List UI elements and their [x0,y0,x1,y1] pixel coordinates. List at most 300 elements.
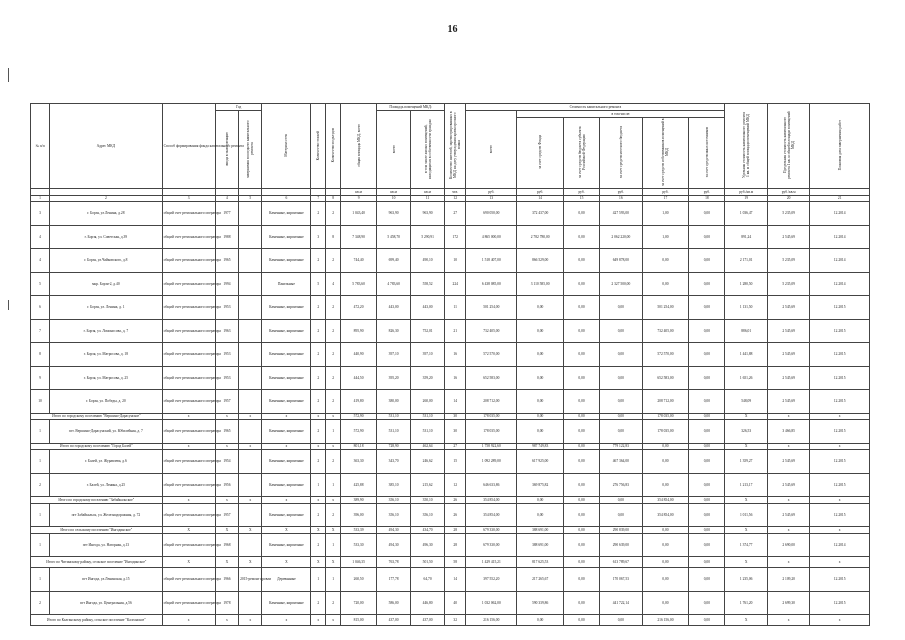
cell-floors: 1 [311,568,326,592]
cell-oth: 0,00 [689,443,725,450]
cell-entr: 4 [326,272,341,296]
cell-total: 679 330,00 [466,533,517,557]
cell-oth: 0,00 [689,366,725,390]
cell-own: 0,00 [642,557,689,568]
cell-prem: 395,20 [377,366,411,390]
cell-date: 12.2015 [810,420,870,444]
cell-method: общий счет регионального оператора [162,503,215,527]
cell-area: 444,50 [341,366,377,390]
header-cost: Стоимость капитального ремонта [466,104,725,111]
cell-material: x [262,443,311,450]
cell-year: 1966 [215,568,238,592]
cell-loc: 613 789,67 [600,557,642,568]
cell-oth: 0,00 [689,413,725,420]
cell-fund: 388 691,00 [517,533,564,557]
row-number: 1 [31,533,50,557]
cell-owned: 437,00 [411,615,445,626]
unit-cell: чел. [445,189,466,196]
unit-cell: руб. [564,189,600,196]
cell-prem: 531,10 [377,413,411,420]
cell-loc: 290 639,00 [600,533,642,557]
table-row [31,249,870,273]
cell-reg: 0,00 [564,533,600,557]
header-no: № п/п [31,104,50,189]
cell-res: 32 [445,615,466,626]
cell-owned: 397,10 [411,343,445,367]
unit-cell: руб. [466,189,517,196]
cell-unit: 1 651,26 [725,366,767,390]
table-row [31,366,870,390]
cell-year: x [215,497,238,504]
table-row [31,272,870,296]
table-row [31,591,870,615]
cell-repair [239,450,262,474]
cell-res: 40 [445,591,466,615]
cell-date: 12.2015 [810,296,870,320]
cell-prem: 385,10 [377,473,411,497]
column-number: 6 [262,195,311,202]
cell-method: общий счет регионального оператора [162,202,215,226]
cell-method: общий счет регионального оператора [162,420,215,444]
cell-floors: 5 [311,272,326,296]
row-address: г. Борзя, ул. Ломоносова, д. 7 [50,319,163,343]
cell-unit: 1 131,50 [725,296,767,320]
cell-method: общий счет регионального оператора [162,591,215,615]
header-residents: Количество жителей, зарегистрированных в МКД на дату утверждения краткосрочного плана [445,104,466,189]
cell-owned: 446,80 [411,591,445,615]
cell-area: 1 046,35 [341,557,377,568]
subtotal-label: Итого по городскому поселению "Забайкальское" [31,497,163,504]
cell-floors: 2 [311,390,326,414]
cell-year: 1957 [215,503,238,527]
cell-area: 572,90 [341,413,377,420]
header-wall-material: Материал стен [262,104,311,189]
header-cost-regional: за счет средств бюджета субъекта Российской Федерации [564,118,600,189]
header-year-last-repair: завершения последнего капитального ремонта [239,111,262,189]
cell-date: 12.2015 [810,390,870,414]
cell-floors: 2 [311,366,326,390]
cell-area: 572,90 [341,420,377,444]
cell-unit: 1 441,88 [725,343,767,367]
cell-fund: 3 110 585,00 [517,272,564,296]
cell-own: 0,00 [642,568,689,592]
cell-owned: 490,10 [411,249,445,273]
cell-max: x [767,443,809,450]
cell-loc: 0,00 [600,420,642,444]
column-number: 9 [341,195,377,202]
cell-fund: 817 625,53 [517,557,564,568]
table-row [31,473,870,497]
cell-res: 28 [445,527,466,534]
cell-repair [239,249,262,273]
cell-date: 12.2015 [810,343,870,367]
cell-loc: 290 839,00 [600,527,642,534]
cell-floors: x [311,443,326,450]
cell-max: 2 109,20 [767,568,809,592]
cell-area: 419,80 [341,390,377,414]
cell-method: общий счет регионального оператора [162,249,215,273]
cell-method: общий счет регионального оператора [162,366,215,390]
column-number: 4 [215,195,238,202]
cell-loc: 779 122,83 [600,443,642,450]
cell-year: 1965 [215,249,238,273]
cell-reg: 0,00 [564,319,600,343]
cell-owned: 350,10 [411,497,445,504]
cell-material: Панельные [262,272,311,296]
cell-own: 0,00 [642,443,689,450]
cell-fund: 0,00 [517,390,564,414]
cell-loc: 0,00 [600,319,642,343]
row-number: 7 [31,319,50,343]
cell-repair: x [239,443,262,450]
cell-res: 10 [445,249,466,273]
subtotal-label: Итого по Читинскому району, сельское поселение "Ингодинское" [31,557,163,568]
cell-method: X [162,557,215,568]
cell-year: 1953 [215,366,238,390]
row-number: 2 [31,591,50,615]
cell-res: 27 [445,202,466,226]
cell-prem: 531,10 [377,420,411,444]
cell-fund: 0,00 [517,615,564,626]
cell-date: 12.2014 [810,202,870,226]
cell-reg: 0,00 [564,343,600,367]
cell-material: X [262,557,311,568]
row-number: 1 [31,420,50,444]
cell-entr: 2 [326,319,341,343]
cell-reg: 0,00 [564,225,600,249]
cell-entr: 1 [326,473,341,497]
cell-repair: x [239,497,262,504]
cell-oth: 0,00 [689,568,725,592]
cell-loc: 467 364,00 [600,450,642,474]
header-cost-owners: за счет средств собственников помещений в МКД [642,118,689,189]
cell-method: x [162,615,215,626]
row-number: 8 [31,343,50,367]
header-year-commission: ввода в эксплуатацию [215,111,238,189]
repair-registry-table [30,103,870,626]
cell-own: 572 570,00 [642,343,689,367]
cell-method: общий счет регионального оператора [162,343,215,367]
cell-prem: 586,00 [377,591,411,615]
column-number: 5 [239,195,262,202]
cell-method: общий счет регионального оператора [162,272,215,296]
cell-prem: 728,90 [377,443,411,450]
cell-total: 178 035,00 [466,420,517,444]
cell-entr: 1 [326,568,341,592]
cell-reg: 0,00 [564,390,600,414]
cell-res: 30 [445,420,466,444]
cell-prem: 397,10 [377,343,411,367]
cell-method: общий счет регионального оператора [162,473,215,497]
header-total-area: общая площадь МКД, всего [341,104,377,189]
cell-date: 12.2015 [810,319,870,343]
cell-method: общий счет регионального оператора [162,296,215,320]
cell-reg: 0,00 [564,568,600,592]
row-number: 10 [31,390,50,414]
cell-material: Каменные, кирпичные [262,319,311,343]
cell-max: 2 545,69 [767,319,809,343]
cell-max: 5 235,09 [767,202,809,226]
cell-unit: X [725,615,767,626]
cell-area: 720,00 [341,591,377,615]
cell-floors: 2 [311,450,326,474]
cell-oth: 0,00 [689,225,725,249]
cell-total: 652 583,00 [466,366,517,390]
header-floors: Количество этажей [311,104,326,189]
cell-year: 1965 [215,420,238,444]
cell-total: 646 633,86 [466,473,517,497]
cell-loc: 649 878,00 [600,249,642,273]
cell-reg: 0,00 [564,413,600,420]
cell-max: 2 545,69 [767,390,809,414]
cell-reg: 0,00 [564,296,600,320]
table-row [31,225,870,249]
cell-max: 2 690,00 [767,533,809,557]
row-address: пгт Ингода, ул. Нагорная, д.13 [50,533,163,557]
cell-oth: 0,00 [689,503,725,527]
cell-unit: X [725,497,767,504]
cell-unit: 326,53 [725,420,767,444]
cell-area: 533,39 [341,527,377,534]
cell-reg: 0,00 [564,366,600,390]
cell-repair [239,591,262,615]
cell-repair: x [239,413,262,420]
cell-own: 501 254,00 [642,296,689,320]
cell-area: 7 348,90 [341,225,377,249]
cell-floors: 1 [311,473,326,497]
table-row [31,450,870,474]
cell-year: x [215,413,238,420]
unit-cell: руб. [689,189,725,196]
header-cost-incl: в том числе: [517,111,725,118]
column-number: 10 [377,195,411,202]
header-premises-area: Площадь помещений МКД: [377,104,445,111]
cell-loc: 0,00 [600,497,642,504]
cell-loc: 170 067,53 [600,568,642,592]
cell-method: общий счет регионального оператора [162,390,215,414]
cell-oth: 0,00 [689,319,725,343]
cell-fund: 0,00 [517,343,564,367]
cell-area: 5 783,60 [341,272,377,296]
cell-year: X [215,557,238,568]
cell-oth: 0,00 [689,296,725,320]
cell-oth: 0,00 [689,533,725,557]
cell-owned: 64,70 [411,568,445,592]
cell-floors: 2 [311,319,326,343]
cell-oth: 0,00 [689,390,725,414]
cell-reg: 0,00 [564,473,600,497]
scan-artifact [8,300,9,310]
cell-owned: 963,90 [411,202,445,226]
cell-date: 12.2014 [810,533,870,557]
row-number: 2 [31,473,50,497]
cell-material: X [262,527,311,534]
cell-max: 2 545,69 [767,366,809,390]
cell-loc: 0,00 [600,343,642,367]
cell-method: общий счет регионального оператора [162,225,215,249]
cell-repair [239,420,262,444]
cell-max: x [767,413,809,420]
row-number: 6 [31,296,50,320]
table-row [31,503,870,527]
cell-total: 208 712,00 [466,390,517,414]
cell-repair [239,533,262,557]
cell-repair [239,296,262,320]
cell-total: 216 156,00 [466,615,517,626]
cell-prem: 4 783,60 [377,272,411,296]
cell-unit: 891,24 [725,225,767,249]
row-address: г. Борзя, ул.Ленина, д.28 [50,202,163,226]
cell-unit: 1 374,77 [725,533,767,557]
column-number: 8 [326,195,341,202]
column-number: 12 [445,195,466,202]
cell-material: Каменные, кирпичные [262,390,311,414]
cell-reg: 0,00 [564,591,600,615]
cell-max: x [767,557,809,568]
cell-fund: 987 749,83 [517,443,564,450]
row-number: 5 [31,272,50,296]
cell-fund: 0,00 [517,366,564,390]
cell-prem: 437,00 [377,615,411,626]
cell-date: x [810,615,870,626]
cell-year: 1957 [215,390,238,414]
cell-repair: X [239,527,262,534]
cell-area: 895,90 [341,319,377,343]
subtotal-label: Итого по городскому поселению "Вершино-Дарасунское" [31,413,163,420]
cell-fund: 369 875,82 [517,473,564,497]
cell-oth: 0,00 [689,450,725,474]
column-number: 15 [564,195,600,202]
cell-unit: 1 011,56 [725,503,767,527]
cell-oth: 0,00 [689,249,725,273]
cell-area: 396,00 [341,503,377,527]
cell-area: 801,18 [341,443,377,450]
cell-loc: 441 722,14 [600,591,642,615]
cell-fund: 617 925,00 [517,450,564,474]
cell-floors: x [311,497,326,504]
cell-year: 1956 [215,473,238,497]
cell-repair [239,319,262,343]
cell-method: общий счет регионального оператора [162,450,215,474]
cell-year: X [215,527,238,534]
header-max-unit-cost: Предельная стоимость капитального ремонта 1 кв. м общей площади помещений МКД [767,104,809,189]
cell-fund: 866 529,00 [517,249,564,273]
cell-unit: X [725,527,767,534]
unit-cell: руб./кв.м [767,189,809,196]
cell-oth: 0,00 [689,202,725,226]
cell-max: 2 545,69 [767,225,809,249]
cell-own: 0,00 [642,272,689,296]
cell-max: 2 545,69 [767,450,809,474]
cell-loc: 2 327 500,00 [600,272,642,296]
row-number: 3 [31,202,50,226]
table-row [31,533,870,557]
cell-max: x [767,497,809,504]
cell-year: 1977 [215,202,238,226]
cell-res: 30 [445,413,466,420]
cell-entr: 2 [326,202,341,226]
cell-repair: 2015-ремонт кровли [239,568,262,592]
cell-date: x [810,497,870,504]
cell-loc: 2 062 220,00 [600,225,642,249]
cell-unit: 1 235,06 [725,568,767,592]
cell-total: 572 570,00 [466,343,517,367]
cell-entr: 8 [326,225,341,249]
cell-date: x [810,443,870,450]
cell-own: 0,00 [642,450,689,474]
cell-res: 14 [445,390,466,414]
cell-entr: x [326,413,341,420]
cell-total: 1 032 062,00 [466,591,517,615]
header-cost-other: за счет средств иных источников [689,118,725,189]
cell-total: 732 405,00 [466,319,517,343]
row-address: г. Борзя, ул. Ленина, д. 1 [50,296,163,320]
cell-repair [239,503,262,527]
column-number: 7 [311,195,326,202]
header-cost-fund: за счет средств Фонда [517,118,564,189]
row-address: г. Борзя, ул. Победы, д. 20 [50,390,163,414]
cell-material: Каменные, кирпичные [262,343,311,367]
cell-total: 397 552,20 [466,568,517,592]
subtotal-label: Итого по Калганскому району, сельское поселение "Калганское" [31,615,163,626]
cell-material: Каменные, кирпичные [262,249,311,273]
cell-owned: 462,64 [411,443,445,450]
cell-owned: 356,10 [411,503,445,527]
cell-total: 679 330,00 [466,527,517,534]
cell-entr: 2 [326,366,341,390]
cell-owned: 531,10 [411,420,445,444]
cell-total: 1 758 922,60 [466,443,517,450]
cell-repair [239,366,262,390]
cell-res: 15 [445,450,466,474]
cell-reg: 0,00 [564,450,600,474]
cell-material: Каменные, кирпичные [262,450,311,474]
cell-material: Каменные, кирпичные [262,473,311,497]
scan-artifact [8,68,9,82]
cell-prem: 494,30 [377,527,411,534]
cell-unit: 2 171,01 [725,249,767,273]
column-number: 17 [642,195,689,202]
cell-entr: 2 [326,343,341,367]
cell-max: 2 545,69 [767,473,809,497]
cell-unit: 548,09 [725,390,767,414]
cell-owned: 215,62 [411,473,445,497]
cell-res: 26 [445,503,466,527]
cell-area: 1 043,40 [341,202,377,226]
subtotal-label: Итого по сельскому поселению "Ингодинское" [31,527,163,534]
cell-res: 224 [445,272,466,296]
table-row [31,296,870,320]
cell-unit: 886,01 [725,319,767,343]
row-address: г. Борзя, ул. Советская, д.39 [50,225,163,249]
row-number: 4 [31,225,50,249]
cell-area: 815,00 [341,615,377,626]
cell-loc: 0,00 [600,390,642,414]
cell-repair: X [239,557,262,568]
cell-owned: 434,70 [411,527,445,534]
cell-repair [239,272,262,296]
header-year: Год [215,104,262,111]
header-fund-method: Способ формирования фонда капитального ремонта [162,104,215,189]
table-row [31,420,870,444]
cell-repair: x [239,615,262,626]
cell-own: 354 854,00 [642,503,689,527]
cell-year: 1978 [215,591,238,615]
subtotal-label: Итого по городскому поселению "Город Балей" [31,443,163,450]
cell-reg: 0,00 [564,615,600,626]
column-number: 2 [50,195,163,202]
cell-max: 2 545,69 [767,343,809,367]
